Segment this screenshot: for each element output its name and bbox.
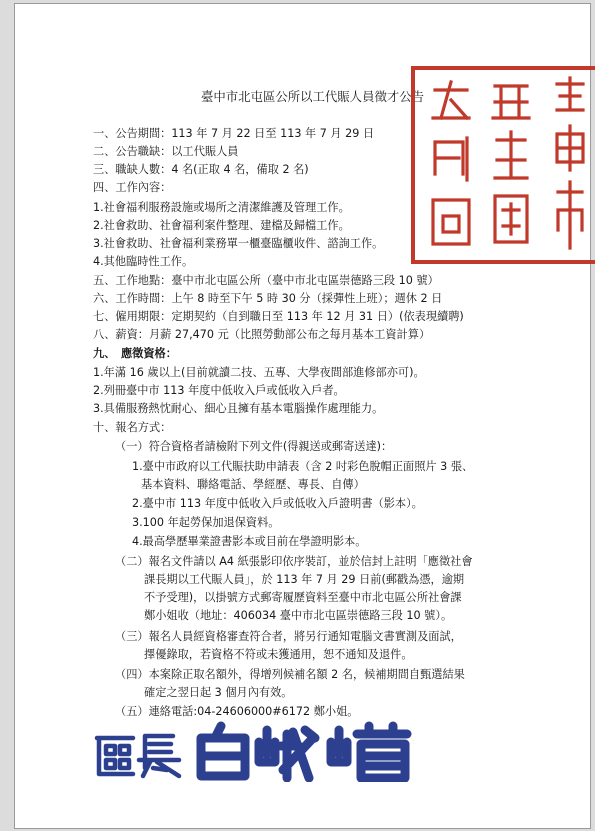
director-signature (93, 720, 423, 782)
registration-4-line2: 確定之翌日起 3 個月內有效。 (144, 686, 293, 699)
registration-4: （四）本案除正取名額外，得增列候補名額 2 名，候補期間自甄選結果 (115, 668, 465, 681)
item-announcement-period: 一、公告期間：113 年 7 月 22 日至 113 年 7 月 29 日 (93, 127, 375, 140)
item-registration: 十、報名方式： (93, 421, 172, 434)
seal-glyphs (415, 70, 595, 260)
qualification-1: 1.年滿 16 歲以上(目前就讀二技、五專、大學夜間部進修部亦可)。 (93, 366, 425, 379)
registration-2: （二）報名文件請以 A4 紙張影印依序裝訂，並於信封上註明「應徵社會 (115, 555, 473, 568)
document-2: 2.臺中市 113 年度中低收入戶或低收入戶證明書（影本）。 (132, 497, 423, 510)
item-job-opening: 二、公告職缺：以工代賑人員 (93, 145, 239, 158)
item-qualifications: 九、 應徵資格： (93, 347, 177, 360)
item-positions: 三、職缺人數：4 名(正取 4 名，備取 2 名) (93, 163, 309, 176)
work-item-4: 4.其他臨時性工作。 (93, 255, 194, 268)
work-item-3: 3.社會救助、社會福利業務單一櫃臺臨櫃收件、諮詢工作。 (93, 237, 384, 250)
registration-3: （三）報名人員經資格審查符合者，將另行通知電腦文書實測及面試， (115, 630, 462, 643)
registration-2-line3: 不予受理)，以掛號方式郵寄履歷資料至臺中市北屯區公所社會課 (144, 591, 462, 604)
registration-1: （一）符合資格者請檢附下列文件(得親送或郵寄送達)： (115, 440, 393, 453)
document-1-cont: 基本資料、聯絡電話、學經歷、專長、自傳） (141, 478, 365, 491)
document-4: 4.最高學歷畢業證書影本或目前在學證明影本。 (132, 535, 367, 548)
announcement-title: 臺中市北屯區公所以工代賑人員徵才公告 (201, 89, 425, 104)
official-seal (411, 66, 595, 264)
signature-glyphs (93, 720, 423, 782)
qualification-2: 2.列冊臺中市 113 年度中低收入戶或低收入戶者。 (93, 384, 345, 397)
registration-5-contact: （五）連絡電話:04-24606000#6172 鄭小姐。 (115, 705, 359, 718)
item-work-location: 五、工作地點：臺中市北屯區公所（臺中市北屯區崇德路三段 10 號） (93, 274, 439, 287)
document-3: 3.100 年起勞保加退保資料。 (132, 516, 280, 529)
registration-3-line2: 擇優錄取，若資格不符或未獲通用，恕不通知及退件。 (144, 648, 413, 661)
work-item-2: 2.社會救助、社會福利案件整理、建檔及歸檔工作。 (93, 219, 350, 232)
item-employment-period: 七、僱用期限：定期契約（自到職日至 113 年 12 月 31 日）(依表現續聘) (93, 310, 464, 323)
registration-2-line2: 課長期以工代賑人員」，於 113 年 7 月 29 日前(郵戳為憑，逾期 (144, 573, 465, 586)
document-1: 1.臺中市政府以工代賑扶助申請表（含 2 吋彩色脫帽正面照片 3 張、 (132, 460, 474, 473)
work-item-1: 1.社會福利服務設施或場所之清潔維護及管理工作。 (93, 201, 350, 214)
item-work-hours: 六、工作時間：上午 8 時至下午 5 時 30 分（採彈性上班）；週休 2 日 (93, 292, 443, 305)
item-work-content: 四、工作內容： (93, 181, 172, 194)
document-page (14, 3, 591, 829)
registration-2-line4: 鄭小姐收（地址：406034 臺中市北屯區崇德路三段 10 號）。 (144, 609, 453, 622)
qualification-3: 3.具備服務熱忱耐心、細心且擁有基本電腦操作處理能力。 (93, 402, 384, 415)
item-salary: 八、薪資：月薪 27,470 元（比照勞動部公布之每月基本工資計算） (93, 328, 431, 341)
